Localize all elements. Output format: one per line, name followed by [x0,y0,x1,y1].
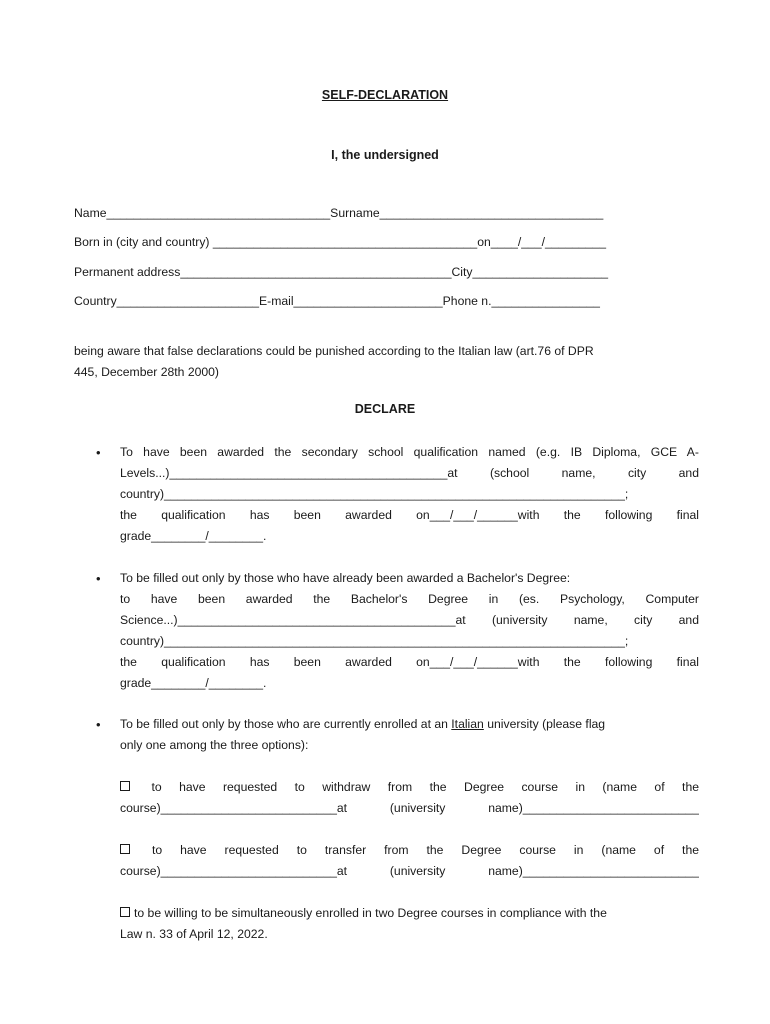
withdraw-option [120,777,699,819]
transfer-option [120,840,699,882]
secondary-qualification-item [96,442,699,547]
withdraw-checkbox[interactable] [120,781,130,791]
withdraw-line-2[interactable]: course)__________________________at (university name)__________________________ [120,801,699,815]
contact-line[interactable]: Country_____________________E-mail______________________Phone n.________________ [74,294,600,308]
bachelor-line-2: to have been awarded the Bachelor's Degree in (es. Psychology, Computer [120,592,699,606]
enrolled-line-1-end: university (please flag [483,717,606,731]
document-subtitle: I, the undersigned [331,148,439,162]
birth-line[interactable]: Born in (city and country) _______________________________________on____/___/_________ [74,235,606,249]
bachelor-line-4[interactable]: country)____________________________________________________________________; [120,634,629,648]
bachelor-line-6[interactable]: grade________/________. [120,676,267,690]
bachelor-line-3[interactable]: Science...)_________________________________________at (university name, city and [120,613,699,627]
secondary-line-1: To have been awarded the secondary school qualification named (e.g. IB Diploma, GCE A- [120,445,699,459]
simultaneous-line-1[interactable] [120,903,699,924]
simultaneous-text: to be willing to be simultaneously enrolled in two Degree courses in compliance with the [134,906,607,920]
secondary-line-2[interactable]: Levels...)_________________________________________at (school name, city and [120,466,699,480]
bachelor-degree-item [96,568,699,694]
simultaneous-enrollment-option [120,903,699,945]
name-surname-line[interactable]: Name_________________________________Surname_________________________________ [74,206,604,220]
enrolled-line-1-start: To be filled out only by those who are currently enrolled at an [120,717,452,731]
bullet-icon: • [96,445,101,460]
bullet-icon: • [96,717,101,732]
bachelor-line-5[interactable]: the qualification has been awarded on___/___/______with the following final [120,655,699,669]
awareness-paragraph [74,341,699,383]
address-line[interactable]: Permanent address________________________________________City____________________ [74,265,609,279]
awareness-line-1: being aware that false declarations could be punished according to the Italian law (art.76 of DPR [74,344,594,358]
enrolled-line-1 [120,714,699,735]
secondary-line-4[interactable]: the qualification has been awarded on___/___/______with the following final [120,508,699,522]
declare-heading: DECLARE [354,402,416,416]
simultaneous-line-2: Law n. 33 of April 12, 2022. [120,927,268,941]
withdraw-text: to have requested to withdraw from the Degree course in (name of the [151,780,699,794]
bullet-icon: • [96,571,101,586]
simultaneous-checkbox[interactable] [120,907,130,917]
transfer-checkbox[interactable] [120,844,130,854]
enrolled-line-2: only one among the three options): [120,738,309,752]
enrolled-student-item [96,714,699,756]
transfer-line-2[interactable]: course)__________________________at (university name)__________________________ [120,864,699,878]
secondary-line-5[interactable]: grade________/________. [120,529,267,543]
italian-underlined: Italian [451,717,484,731]
awareness-line-2: 445, December 28th 2000) [74,365,219,379]
withdraw-line-1[interactable] [120,777,699,798]
transfer-text: to have requested to transfer from the Degree course in (name of the [151,843,699,857]
document-title: SELF-DECLARATION [321,88,449,102]
bachelor-line-1: To be filled out only by those who have already been awarded a Bachelor's Degree: [120,571,571,585]
secondary-line-3[interactable]: country)____________________________________________________________________; [120,487,629,501]
transfer-line-1[interactable] [120,840,699,861]
